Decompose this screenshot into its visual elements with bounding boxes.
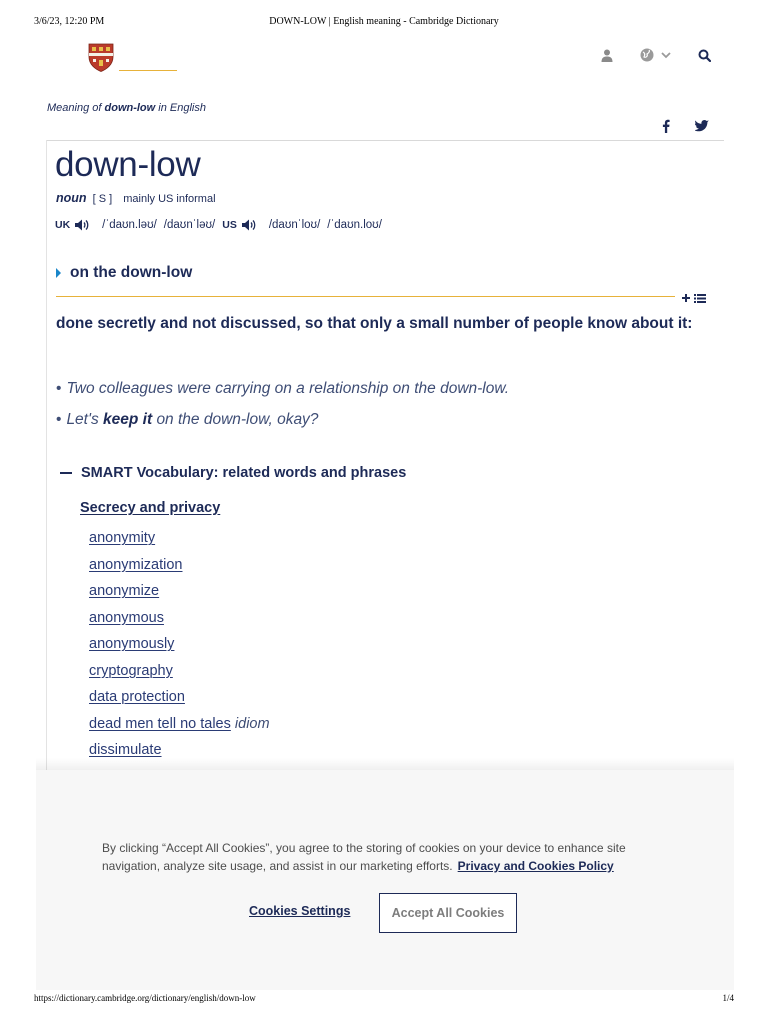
smart-vocabulary-toggle[interactable] [60, 465, 406, 481]
meaning-of-prefix: Meaning of [47, 102, 102, 114]
cookie-banner [36, 770, 734, 990]
uk-ipa-1: /ˈdaʊn.ləʊ/ [102, 219, 157, 231]
cookie-message [102, 839, 672, 875]
print-page-number: 1/4 [722, 993, 734, 1003]
headword: down-low [55, 145, 201, 184]
definition-divider [56, 296, 675, 297]
facebook-icon[interactable] [659, 118, 673, 134]
chevron-down-icon[interactable] [660, 47, 672, 63]
related-word-link[interactable]: anonymously [89, 636, 175, 652]
example-sentence: • Let's keep it on the down-low, okay? [56, 411, 319, 428]
related-words-list [89, 529, 270, 768]
phrase-heading[interactable] [56, 264, 192, 282]
us-label: US [222, 219, 237, 231]
search-icon[interactable] [696, 47, 712, 63]
list-item [89, 662, 270, 689]
twitter-icon[interactable] [695, 118, 709, 134]
list-item [89, 582, 270, 609]
caret-right-icon [56, 268, 61, 278]
related-word-link[interactable]: dissimulate [89, 742, 162, 758]
related-word-link[interactable]: dead men tell no tales [89, 715, 231, 732]
privacy-policy-link[interactable]: Privacy and Cookies Policy [457, 859, 614, 873]
print-footer [34, 993, 734, 1007]
pronunciation-line [55, 219, 389, 231]
meaning-of-line [47, 102, 206, 114]
part-of-speech-line [56, 191, 216, 205]
list-item [89, 688, 270, 715]
speaker-icon[interactable] [75, 219, 90, 231]
speaker-icon[interactable] [242, 219, 257, 231]
cookies-settings-button[interactable]: Cookies Settings [249, 904, 351, 918]
globe-icon[interactable] [640, 47, 654, 63]
shield-logo-icon[interactable] [88, 43, 114, 72]
meaning-of-word: down-low [104, 102, 156, 114]
list-item [89, 635, 270, 662]
add-to-list-icon[interactable] [682, 291, 708, 303]
part-of-speech[interactable]: noun [56, 191, 87, 205]
grammar-code[interactable]: [ S ] [92, 193, 113, 205]
cookie-message-text: By clicking “Accept All Cookies”, you agree to the storing of cookies on your device to enhance site navigation, analyze site usage, and assist in our marketing efforts. [102, 841, 626, 873]
meaning-of-suffix: in English [158, 102, 206, 114]
related-word-link[interactable]: data protection [89, 689, 185, 705]
related-word-link[interactable]: anonymization [89, 556, 183, 573]
accept-all-cookies-button[interactable]: Accept All Cookies [379, 893, 517, 933]
category-link[interactable]: Secrecy and privacy [80, 500, 221, 516]
related-word-link[interactable]: anonymous [89, 609, 164, 626]
list-item [89, 715, 270, 742]
example-list [56, 378, 509, 440]
definition-text: done secretly and not discussed, so that only a small number of people know about it: [56, 315, 693, 332]
list-item [89, 529, 270, 556]
print-datetime: 3/6/23, 12:20 PM [34, 16, 105, 27]
list-item [89, 609, 270, 636]
example-sentence: • Two colleagues were carrying on a relationship on the down-low. [56, 380, 510, 397]
uk-label: UK [55, 219, 71, 231]
print-header [34, 16, 734, 30]
print-url: https://dictionary.cambridge.org/dictionary/english/down-low [34, 993, 256, 1003]
entry-left-border [46, 140, 47, 770]
user-icon[interactable] [600, 47, 614, 63]
related-word-link[interactable]: anonymity [89, 530, 156, 546]
example-text-start: Let's [66, 411, 99, 428]
logo-underline [119, 70, 177, 71]
us-ipa-1: /daʊnˈloʊ/ [268, 219, 321, 231]
phrase-text: on the down-low [70, 264, 193, 281]
usage-label: mainly US informal [123, 193, 216, 205]
list-item [89, 556, 270, 583]
smart-vocabulary-heading: SMART Vocabulary: related words and phrases [81, 465, 407, 481]
idiom-label: idiom [234, 715, 270, 732]
example-text-end: on the down-low, okay? [156, 411, 319, 428]
example-highlight: keep it [103, 411, 153, 428]
uk-ipa-2: /daʊnˈləʊ/ [163, 219, 216, 231]
cookie-banner-shadow [36, 758, 734, 770]
print-doc-title: DOWN-LOW | English meaning - Cambridge Dictionary [269, 16, 499, 27]
us-ipa-2: /ˈdaʊn.loʊ/ [327, 219, 382, 231]
example-text: Two colleagues were carrying on a relationship on the down-low. [66, 380, 510, 397]
related-word-link[interactable]: cryptography [89, 662, 173, 679]
header-divider [46, 140, 724, 141]
related-word-link[interactable]: anonymize [89, 583, 160, 599]
minus-icon [60, 472, 72, 475]
